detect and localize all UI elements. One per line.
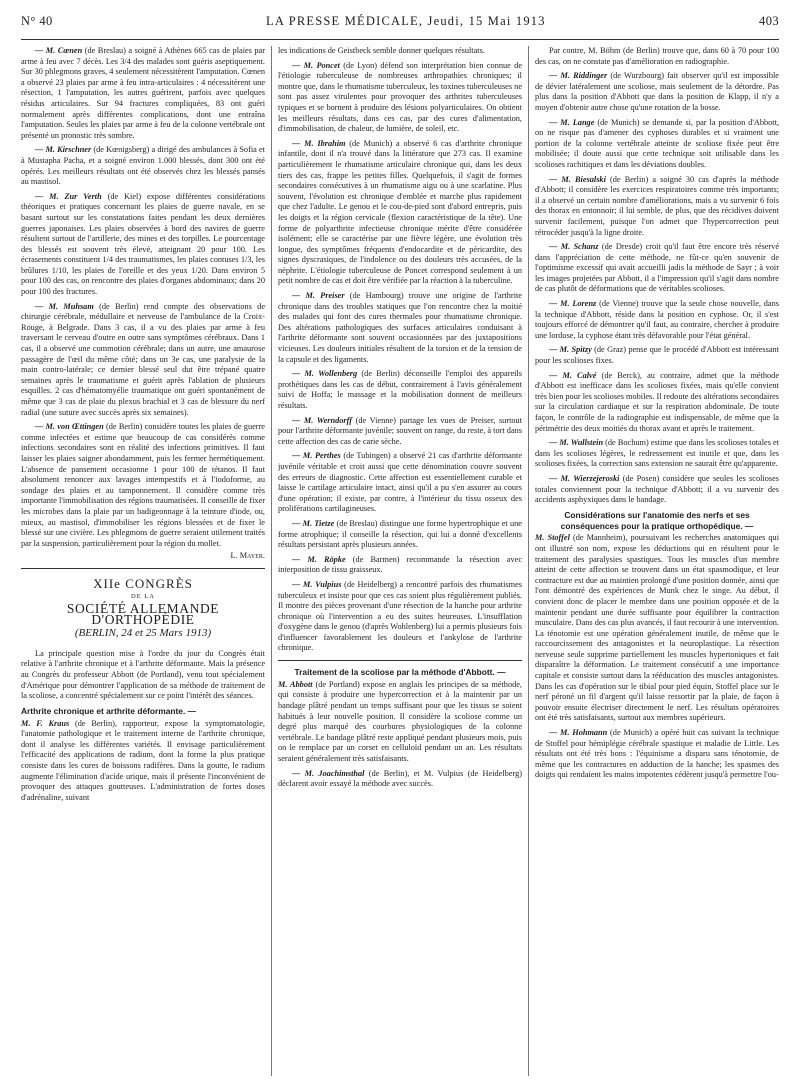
paragraph: — M. Vulpius (de Heidelberg) a rencontré parfois des rhumatismes tuberculeux et insiste pour que ces cas soient plus régulièrement publiés. Il montre des pièces provenant d'une résection de la hanche pour arthrite chronique où l'intervention a eu des suites heureuses. L'insufflation d'oxygène dans le genou (d'après Wohlenberg) lui a permis plusieurs fois d'influencer favorablement les douleurs et l'ankylose de l'arthrite chronique.	[278, 579, 522, 653]
paragraph: les indications de Geistbeck semble donner quelques résultats.	[278, 46, 485, 55]
paragraph: — M. Lange (de Munich) se demande si, par la position d'Abbott, on ne risque pas d'amener des cyphoses durables et si vraiment une portion de la colonne vertébrale atteinte de scoliose fixée peut être mobilisée; il doute aussi que cette technique soit utilisable dans les scolioses rachitiques et dans les déviations doubles.	[535, 117, 779, 169]
paragraph: — M. Wullstein (de Bochum) estime que dans les scolioses totales et dans les scolioses légères, le redressement est inutile et que, dans les scolioses fixées, la correction sans extension ne saurait être qu'apparente.	[535, 438, 779, 469]
paragraph: — M. Perthes (de Tubingen) a observé 21 cas d'arthrite déformante juvénile véritable et croit aussi que cette dénomination couvre souvent des erreurs de diagnostic. Cette affection est essentiellement curable et laisse le cartilage articulaire intact, ainsi qu'il a pu s'en assurer au cours d'une opération; il existe, par contre, à l'intérieur du tissu osseux des proliférations cartilagineuses.	[278, 451, 522, 514]
paragraph: — M. Joachimsthal (de Berlin), et M. Vulpius (de Heidelberg) déclarent avoir essayé la méthode avec succès.	[278, 768, 522, 789]
paragraph: — M. Kirschner (de Kœnigsberg) a dirigé des ambulances à Sofia et à Mustapha Pacha, et a soigné environ 1.000 blessés, dont 300 ont été opérés. Les meilleurs résultats ont été observés chez les blessés pansés au mastisol.	[21, 145, 265, 187]
paragraph: — M. Muhsam (de Berlin) rend compte des observations de chirurgie cérébrale, médullaire et nerveuse de l'ambulance de la Croix-Rouge, à Belgrade. Dans 3 cas, il a vu des plaies par arme à feu traversant le cerveau d'outre en outre sans symptômes cérébraux. Dans 1 cas, il a observé une commotion cérébrale; dans un autre, une amaurose passagère de l'œil du même côté; dans un 3e cas, une paralysie de la main contro-latérale; ce dernier blessé seul dut être trépané quatre semaines après le traumatisme et guérit après l'ablation de plusieurs esquilles. 2 cas d'hématomyélie traumatique ont guéri spontanément de même que 3 cas de plaie du plexus brachial et 3 cas de blessure du nerf radial (une suture avec succès après six semaines).	[21, 301, 265, 417]
paragraph: — M. Cœnen (de Breslau) a soigné à Athènes 665 cas de plaies par arme à feu avec 7 décès. Les 3/4 des malades sont guéris aseptiquement. Sur 30 phlegmons graves, 4 seulement nécessitèrent l'amputation. Cœnen a observé 23 plaies par arme à feu intra-articulaires : 4 nécessitèrent une résection, 1 l'amputation, les autres guérirent, parfois avec quelques résidus articulaires. Sur 94 fractures compliquées, 83 ont guéri normalement après différentes complications, dont une entraîna l'amputation. Seules les plaies par arme à feu de la colonne vertébrale ont présenté un pronostic très sombre.	[21, 46, 265, 140]
paragraph: — M. Riddinger (de Wurzbourg) fait observer qu'il est impossible de dévier latéralement une scoliose, mais seulement de la détordre. Pas plus dans la position d'Abbott que dans la position de Klapp, il n'y a moyen d'obtenir autre chose qu'une rotation de la bosse.	[535, 71, 779, 112]
column-3	[535, 46, 779, 1076]
congress-de-la: DE LA	[131, 592, 155, 600]
column-2	[278, 46, 522, 1076]
paragraph: — M. von Œttingen (de Berlin) considère toutes les plaies de guerre comme infectées et estime que beaucoup de cas considérés comme infections secondaires sont en réalité des infections primitives. Il faut laisser les plaies saigner abondamment, puis les fermer hermétiquement. L'absence de pansement occasionne 1 pour 100 de tétanos. Il faut absolument renoncer aux lavages intempestifs et à l'iodoforme, au sondage des plaies et au tamponnement. Il considère comme très importante l'immobilisation des régions traumatisées. Il conseille de fixer les microbes dans la plaie par un badigeonnage à la teinture d'iode, ou, mieux, au mastisol, d'immobiliser les régions blessées et de fixer le blessé sur une civière. Les phlegmons de guerre seraient utilement traités par la suspension, particulièrement pour la région du mollet.	[21, 422, 265, 548]
issue-number: N° 40	[21, 14, 53, 28]
congress-heading	[21, 575, 265, 640]
paragraph: — M. Ibrahim (de Munich) a observé 6 cas d'arthrite chronique infantile, dont il n'a trouvé dans la littérature que 273 cas. Il examine particulièrement le rhumatisme articulaire chronique qui, dans les deux tiers des cas, frappe les petites filles. Quelquefois, il s'agit de formes secondaires consécutives à un rhumatisme aigu ou à une scarlatine. Plus souvent, l'évolution est chronique d'emblée et marche plus rapidement que chez l'adulte. Le genou et le cou-de-pied sont d'abord entrepris, puis les doigts et la région cervicale (flexion caractéristique de la tête). Une forme de polyarthrite infectieuse chronique mérite d'être considérée isolément; elle se caractérise par une fièvre légère, une évolution très longue, des symptômes fréquents d'endocardite et de péricardite, des signes dyscrasiques, de l'indolence ou des douleurs très accusées, de la néphrite. L'étiologie tuberculeuse de Poncet correspond seulement à un petit nombre de cas et doit être vérifiée par la réaction à la tuberculine.	[278, 138, 522, 286]
paragraph: — M. Lorenz (de Vienne) trouve que la seule chose nouvelle, dans la technique d'Abbott, réside dans la position en cyphose. Or, il s'est toujours efforcé de démontrer qu'il faut, au contraire, chercher à produire une lordose, la cyphose étant très défavorable pour l'état général.	[535, 299, 779, 340]
column-1	[21, 46, 265, 1076]
divider	[21, 568, 265, 569]
divider	[278, 660, 522, 661]
page-header	[21, 14, 779, 40]
intro-paragraph: La principale question mise à l'ordre du jour du Congrès était relative à l'arthrite chronique et à l'arthrite déformante. Mais la présence au Congrès du professeur Abbott (de Portland), venu tout spécialement d'Amérique pour démontrer l'application de sa méthode de traitement de la scoliose, a concentré spécialement sur ce point l'intérêt des séances.	[21, 648, 265, 701]
section-title: Traitement de la scoliose par la méthode d'Abbott. —	[294, 667, 506, 678]
paragraph: — M. Zur Verth (de Kiel) expose différentes considérations théoriques et pratiques concernant les plaies de guerre navale, en se basant surtout sur les constatations faites pendant les deux dernières guerres japonaises. Les plaies observées à bord des navires de guerre résultent surtout de l'artillerie, des mines et des torpilles. Le pourcentage des blessés est souvent très élevé, atteignant 20 pour 100. Les écrasements constituent 1/4 des traumatismes, les plaies contuses 1/3, les brûlures 1/10, les plaies de l'oreille et des yeux 1/20. Dans environ 5 pour 100 des cas, on rencontre des plaies d'organes abdominaux; dans 20 pour 100 des fractures.	[21, 191, 265, 297]
paragraph: M. F. Kraus (de Berlin), rapporteur, expose la symptomatologie, l'anatomie pathologique et le traitement interne de l'arthrite chronique, dont il analyse les différentes variétés. Il envisage particulièrement l'efficacité des applications de radium, dont la forme la plus pratique consiste dans les cures de boissons radifères. Dans la goutte, le radium augmente l'élimination d'acide urique, mais il présente l'inconvénient de provoquer des attaques goutteuses. L'administration de fortes doses d'adrénaline, suivant	[21, 718, 265, 802]
society-name: SOCIÉTÉ ALLEMANDE D'ORTHOPÉDIE	[66, 601, 220, 627]
paragraph: — M. Calvé (de Berck), au contraire, admet que la méthode d'Abbott est inefficace dans les scolioses fixées, mais qu'elle convient très bien pour les scolioses mobiles. Il redoute des altérations secondaires sur la circulation cardiaque et sur la respiration abdominale. De toute façon, le contrôle de la radiographie est indispensable, de même que la périmétrie des deux moitiés du thorax avant et après le traitement.	[535, 370, 779, 433]
section-title: Arthrite chronique et arthrite déformante. —	[21, 705, 196, 716]
paragraph: — M. Wollenberg (de Berlin) déconseille l'emploi des appareils prothétiques dans les cas de début, contrairement à l'avis généralement suivi de Hoffa; le massage et la mobilisation donnent de meilleurs résultats.	[278, 369, 522, 410]
paragraph: — M. Wierzejeroski (de Posen) considère que seules les scolioses totales conviennent pour la technique d'Abbott; il a vu survenir des accidents asphyxiques dans le bandage.	[535, 473, 779, 505]
column-rule	[271, 46, 272, 1076]
section-title: Considérations sur l'anatomie des nerfs et ses conséquences pour la pratique orthopédique. —	[560, 509, 754, 531]
paragraph: — M. Preiser (de Hambourg) trouve une origine de l'arthrite chronique dans des troubles statiques que l'on rencontre chez la moitié des malades qui font des cures thermales pour rhumatisme chronique. Des altérations pathologiques des surfaces articulaires conduisant à l'arthrite déformante sont souvent occasionnées par des juxtapositions vicieuses. Les douleurs initiales résultent de la torsion et de la tension de la capsule et des ligaments.	[278, 291, 522, 364]
paragraph: Par contre, M. Böhm (de Berlin) trouve que, dans 60 à 70 pour 100 des cas, on ne constate pas d'amélioration en radiographie.	[535, 46, 779, 66]
paragraph: — M. Poncet (de Lyon) défend son interprétation bien connue de l'étiologie tuberculeuse de nombreuses arthropathies chroniques; il montre que, dans le rhumatisme tuberculeux, les toxines tuberculeuses ne sont pas assez virulentes pour provoquer des arthrites tuberculeuses typiques et se bornent à produire des lésions polyarticulaires. On obtient les meilleurs résultats, dans ces cas, par des cures d'alimentation, d'immobilisation, de chaleur, de lumière, de soleil, etc.	[278, 60, 522, 134]
paragraph: — M. Schanz (de Dresde) croit qu'il faut être encore très réservé dans l'appréciation de cette méthode, ne fût-ce qu'en souvenir de l'optimisme excessif qui avait accueilli jadis la méthode de Sayr ; à voir les images projetées par Abbott, il a l'impression qu'il s'agit dans nombre de cas plutôt de déformations que de véritables scolioses.	[535, 242, 779, 294]
paragraph: — M. Spitzy (de Graz) pense que le procédé d'Abbott est intéressant pour les scolioses fixes.	[535, 345, 779, 366]
journal-title: LA PRESSE MÉDICALE, Jeudi, 15 Mai 1913	[266, 14, 546, 28]
columns	[21, 46, 779, 1076]
column-rule	[528, 46, 529, 1076]
paragraph: M. Abbott (de Portland) expose en anglais les principes de sa méthode, qui consiste à produire une hypercorrection et à la maintenir par un bandage plâtré pendant un temps suffisant pour que les tissus se soient habitués à leur nouvelle position. Il considère la scoliose comme un degré plus marqué des courbures physiologiques de la colonne vertébrale. Le bandage plâtré reste appliqué pendant plusieurs mois, puis on le remplace par un corset en celluloïd pendant un an. Les résultats seraient généralement très satisfaisants.	[278, 679, 522, 764]
congress-dates: (BERLIN, 24 et 25 Mars 1913)	[74, 627, 212, 640]
paragraph: — M. Biesalski (de Berlin) a soigné 30 cas d'après la méthode d'Abbott; il considère les exercices respiratoires comme très importants; il a observé un certain nombre d'améliorations, mais a vu survenir 6 fois des thorax en entonnoir; il lui semble, de plus, que des récidives doivent survenir facilement, puisque l'on admet que l'hypercorrection peut rétrocéder jusqu'à la ligne droite.	[535, 174, 779, 237]
paragraph: — M. Röpke (de Barmen) recommande la résection avec interposition de tissu graisseux.	[278, 554, 522, 575]
signature: L. Mayer.	[230, 551, 265, 561]
paragraph: — M. Werndorff (de Vienne) partage les vues de Preiser, surtout pour l'arthrite déformante juvénile; souvent on range, du reste, à tort dans cette affection des cas de carie sèche.	[278, 415, 522, 446]
paragraph: — M. Tietze (de Breslau) distingue une forme hypertrophique et une forme atrophique; il conseille la résection, qui lui a donné d'excellents résultats persistant après plusieurs années.	[278, 518, 522, 550]
page-number: 403	[759, 14, 779, 28]
paragraph: M. Stoffel (de Mannheim), poursuivant les recherches anatomiques qui ont illustré son nom, expose les déductions qui en résultent pour le traitement des paralysies spastiques. Tous les muscles d'un membre atteint de cette affection se trouvent dans un état spasmodique, et leur contracture est due au maintien prolongé d'une position donnée, ainsi que l'ont démontré des expériences de Munk chez le singe. Au début, il convient donc de placer le membre dans une position opposée et de la maintenir pendant une durée suffisante pour équilibrer la contraction musculaire. Dans des cas plus avancés, il faut recourir à une intervention. La ténotomie est une opération généralement inutile, de même que le raccourcissement des antagonistes et la neuroplastique. La résection nerveuse seule supprime partiellement les muscles hypertoniques et fait disparaître la déformation. Le traitement consécutif a une importance capitale et consiste surtout dans la rééducation des muscles antagonistes. Dans les cas d'opération sur le tibial pour pied équin, Stoffel place sur le nerf péroné un fil d'argent qu'il laisse ressortir par la plaie, de façon à pouvoir ensuite électriser directement le nerf. Les résultats opératoires ont été très satisfaisants, surtout aux membres supérieurs.	[535, 533, 779, 723]
congress-title: XIIe CONGRÈS	[93, 575, 193, 591]
paragraph: — M. Hohmann (de Munich) a opéré huit cas suivant la technique de Stoffel pour hémiplégie cérébrale spastique et maladie de Little. Les résultats ont été très bons : l'équinisme a disparu sans ténotomie, de même que les contractures en adduction de la hanche; les spasmes des doigts qui rendaient les mains impotentes cédèrent jusqu'à permettre l'ou-	[535, 728, 779, 780]
